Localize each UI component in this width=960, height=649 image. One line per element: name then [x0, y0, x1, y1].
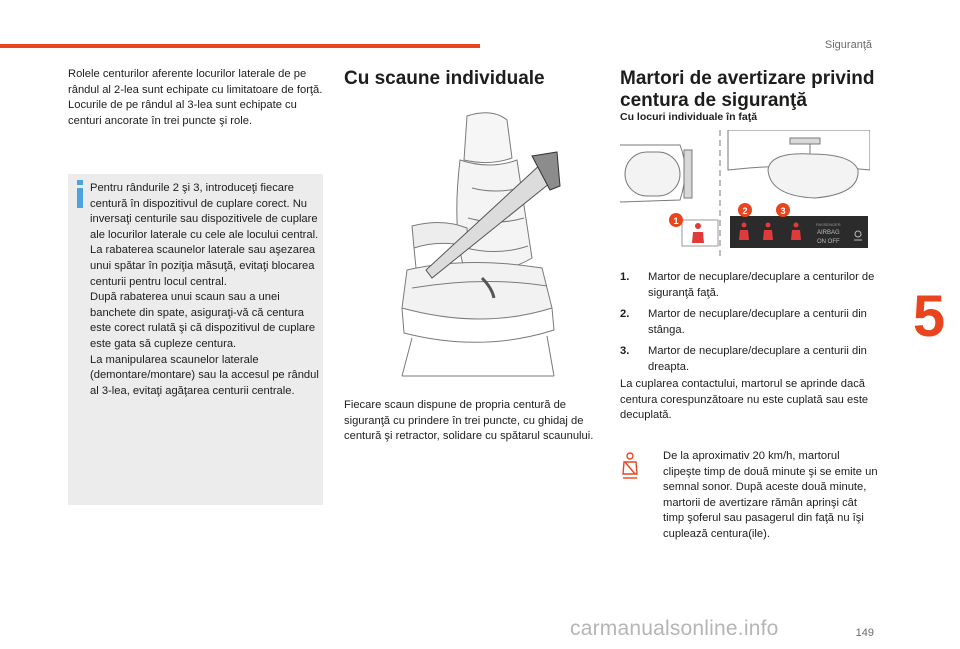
header-accent-bar [0, 44, 480, 48]
intro-text [68, 67, 328, 129]
warning-light-list [620, 270, 880, 382]
info-box [68, 174, 323, 505]
list-item-text: Martor de necuplare/decuplare a centurilor de siguranţă faţă. [648, 271, 875, 299]
speed-warning-text: De la aproximativ 20 km/h, martorul clipeşte timp de două minute şi se emite un semnal sonor. După aceste două minute, martorii de avertizare rămân aprinşi cât timp şoferul sau pasagerul din faţă nu îşi cuplează centura(ile). [663, 450, 878, 540]
list-item [620, 307, 880, 338]
section-title: Siguranţă [824, 39, 872, 51]
list-item-number: 3. [620, 345, 630, 358]
info-line-3: După rabaterea unui scaun sau a unei banchete din spate, asiguraţi-vă că centura este corect rulată şi că dispozitivul de cuplare este gata să cupleze centura. [90, 291, 316, 350]
heading-seatbelt-warnings: Martori de avertizare privind centura de siguranţă [620, 68, 875, 111]
list-item-text: Martor de necuplare/decuplare a centurii din stânga. [648, 308, 867, 336]
list-item-number: 1. [620, 271, 630, 283]
list-item-text: Martor de necuplare/decuplare a centurii din dreapta. [648, 345, 867, 373]
panel-passenger-label: PASSENGER [816, 222, 841, 227]
subheading-front-seats: Cu locuri individuale în faţă [620, 111, 758, 123]
page-number: 149 [855, 627, 874, 639]
panel-onoff-label: ON OFF [817, 239, 840, 245]
info-icon [75, 180, 85, 208]
seat-description: Fiecare scaun dispune de propria centură de siguranţă cu prindere în trei puncte, cu ghidaj de centură şi retractor, solidare cu spătarul scaunului. [344, 399, 594, 443]
panel-airbag-label: AIRBAG [817, 230, 840, 236]
svg-text:2: 2 [742, 206, 748, 216]
callout-2 [738, 203, 752, 217]
list-item [620, 344, 880, 375]
info-line-2: La rabaterea scaunelor laterale sau aşezarea unui spătar în poziţia măsuţă, evitaţi blocarea centurii pentru locul central. [90, 244, 316, 288]
intro-para-2: Locurile de pe rândul al 3-lea sunt echipate cu centuri ancorate în trei puncte şi role. [68, 99, 297, 127]
intro-para-1: Rolele centurilor aferente locurilor laterale de pe rândul al 2-lea sunt echipate cu limitatoare de forţă. [68, 68, 323, 96]
seatbelt-warning-icon [620, 452, 640, 482]
ignition-paragraph: La cuplarea contactului, martorul se aprinde dacă centura corespunzătoare nu este cuplată sau este decuplată. [620, 378, 869, 422]
seat-illustration [372, 108, 582, 383]
svg-text:3: 3 [780, 206, 786, 216]
list-item [620, 270, 880, 301]
info-line-4: La manipularea scaunelor laterale (demontare/montare) sau la accesul pe rândul al 3-lea, evitaţi agăţarea centurii centrale. [90, 353, 319, 397]
info-line-1: Pentru rândurile 2 şi 3, introduceţi fiecare centură în dispozitivul de cuplare corect. Nu inversaţi centurile sau dispozitivele de cuplare ale locurilor laterale cu cele ale locului central. [90, 182, 319, 241]
dashboard-illustration [620, 130, 870, 260]
svg-text:1: 1 [673, 216, 679, 226]
heading-individual-seats: Cu scaune individuale [344, 68, 545, 89]
watermark[interactable]: carmanualsonline.info [570, 617, 779, 640]
list-item-number: 2. [620, 308, 630, 321]
callout-3 [776, 203, 790, 217]
chapter-number: 5 [912, 283, 946, 349]
info-text [90, 181, 320, 399]
callout-1 [669, 213, 683, 227]
